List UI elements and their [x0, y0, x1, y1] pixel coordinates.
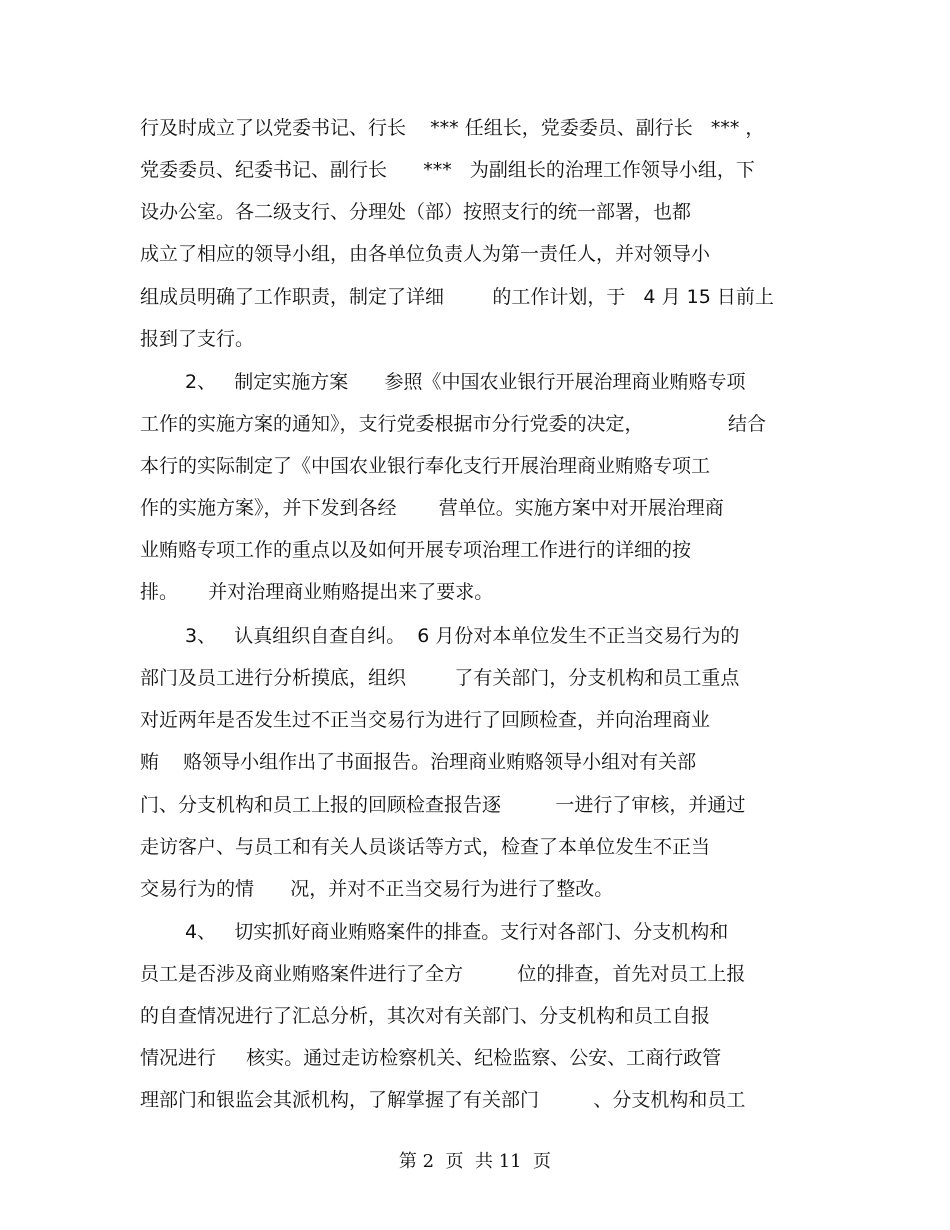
text-line: 门、分支机构和员工上报的回顾检查报告逐 一进行了审核，并通过	[140, 794, 746, 816]
text-line: 员工是否涉及商业贿赂案件进行了全方 位的排查，首先对员工上报	[140, 963, 746, 985]
text-line: 报到了支行。	[140, 328, 255, 350]
text-line: 排。 并对治理商业贿赂提出来了要求。	[140, 581, 494, 603]
text-line: 作的实施方案》，并下发到各经 营单位。实施方案中对开展治理商	[140, 497, 724, 519]
text-line: 工作的实施方案的通知》，支行党委根据市分行党委的决定， 结合	[140, 413, 767, 435]
text-line: 行及时成立了以党委书记、行长 *** 任组长，党委委员、副行长 *** ，	[140, 117, 765, 139]
text-line: 业贿赂专项工作的重点以及如何开展专项治理工作进行的详细的按	[140, 539, 692, 561]
section-heading-line: 3、 认真组织自查自纠。 6 月份对本单位发生不正当交易行为的	[185, 625, 740, 647]
text-line: 交易行为的情 况，并对不正当交易行为进行了整改。	[140, 878, 614, 900]
text-line: 部门及员工进行分析摸底，组织 了有关部门，分支机构和员工重点	[140, 667, 740, 689]
text-line: 成立了相应的领导小组，由各单位负责人为第一责任人，并对领导小	[140, 243, 711, 265]
text-line: 党委委员、纪委书记、副行长 *** 为副组长的治理工作领导小组，下	[140, 159, 755, 181]
text-line: 组成员明确了工作职责，制定了详细 的工作计划，于 4 月 15 日前上	[140, 286, 774, 308]
section-heading-line: 2、 制定实施方案 参照《中国农业银行开展治理商业贿赂专项	[185, 371, 746, 393]
text-line: 走访客户、与员工和有关人员谈话等方式，检查了本单位发生不正当	[140, 836, 711, 858]
text-line: 情况进行 核实。通过走访检察机关、纪检监察、公安、工商行政管	[140, 1047, 722, 1069]
text-line: 的自查情况进行了汇总分析，其次对有关部门、分支机构和员工自报	[140, 1005, 711, 1027]
page-number-footer: 第 2 页 共 11 页	[398, 1151, 552, 1172]
text-line: 贿 赂领导小组作出了书面报告。治理商业贿赂领导小组对有关部	[140, 751, 697, 773]
text-line: 本行的实际制定了《中国农业银行奉化支行开展治理商业贿赂专项工	[140, 455, 711, 477]
text-line: 设办公室。各二级支行、分理处（部）按照支行的统一部署，也都	[140, 201, 692, 223]
text-line: 对近两年是否发生过不正当交易行为进行了回顾检查，并向治理商业	[140, 709, 711, 731]
section-heading-line: 4、 切实抓好商业贿赂案件的排查。支行对各部门、分支机构和	[185, 921, 729, 943]
text-line: 理部门和银监会其派机构，了解掌握了有关部门 、分支机构和员工	[140, 1089, 746, 1111]
